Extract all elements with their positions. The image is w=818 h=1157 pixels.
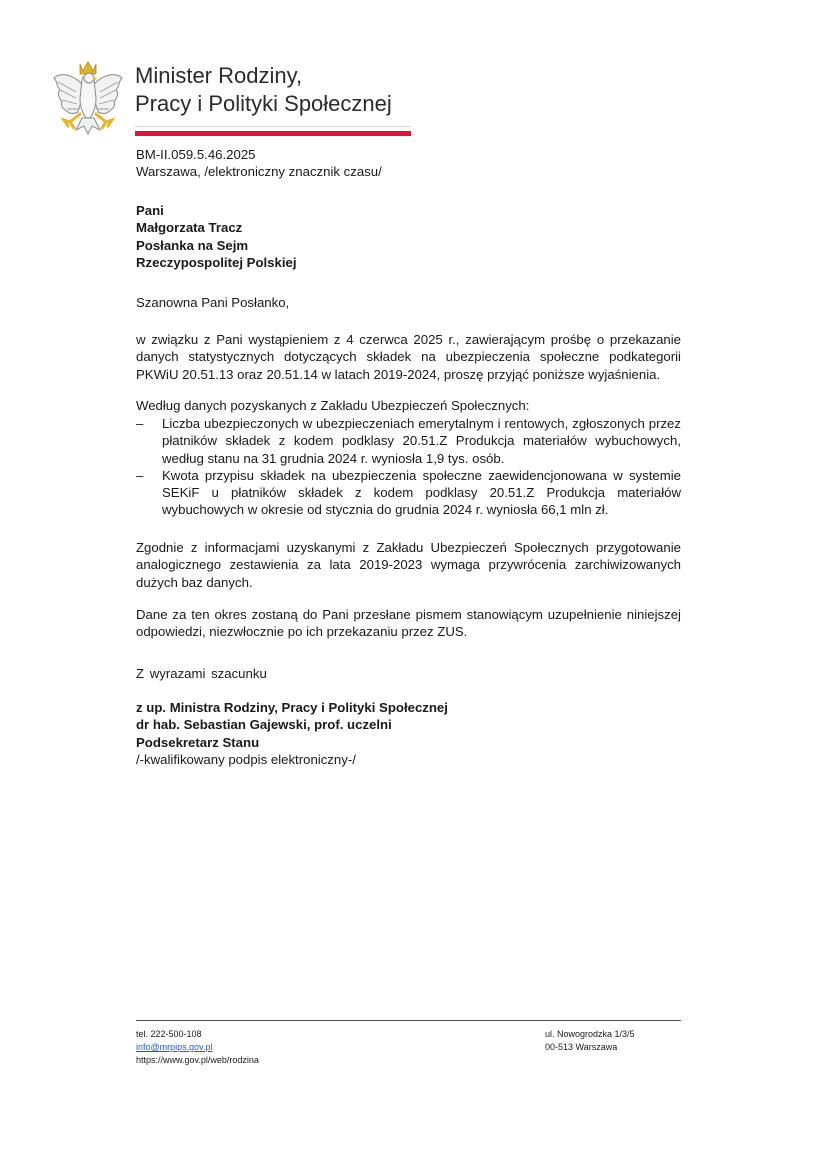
paragraph-archive: Zgodnie z informacjami uzyskanymi z Zakładu Ubezpieczeń Społecznych przygotowanie analogicznego zestawienia za lata 2019-2023 wymaga przywrócenia zarchiwizowanych dużych baz danych.: [136, 540, 681, 590]
closing-phrase: Z wyrazami szacunku: [136, 666, 267, 681]
list-item-text: Kwota przypisu składek na ubezpieczenia społeczne zaewidencjonowana w systemie SEKiF u płatników składek z kodem podklasy 20.51.Z Produkcja materiałów wybuchowych w okresie od stycznia do grudnia 2024 r. wyniosła 66,1 mln zł.: [162, 467, 681, 518]
ministry-name-line2: Pracy i Polityki Społecznej: [135, 91, 392, 116]
footer-contact: [136, 1028, 259, 1067]
addressee-line3: Posłanka na Sejm: [136, 237, 249, 253]
data-list: [136, 415, 681, 519]
place-date: Warszawa, /elektroniczny znacznik czasu/: [136, 164, 382, 180]
addressee-line1: Pani: [136, 203, 164, 218]
national-flag-stripe: [135, 126, 411, 137]
flag-red-band: [135, 131, 411, 136]
footer-divider: [136, 1020, 681, 1021]
addressee-line4: Rzeczypospolitej Polskiej: [136, 254, 297, 270]
reference-number: BM-II.059.5.46.2025: [136, 147, 256, 162]
footer-website: https://www.gov.pl/web/rodzina: [136, 1055, 259, 1065]
footer-email-link[interactable]: info@mrpips.gov.pl: [136, 1042, 213, 1052]
list-dash: –: [136, 416, 144, 431]
list-item: [136, 415, 681, 467]
paragraph-followup: Dane za ten okres zostaną do Pani przesłane pismem stanowiącym uzupełnienie niniejszej odpowiedzi, niezwłocznie po ich przekazaniu przez ZUS.: [136, 607, 681, 640]
paragraph-source: Według danych pozyskanych z Zakładu Ubezpieczeń Społecznych:: [136, 398, 530, 413]
reference-block: [136, 146, 681, 181]
signature-note: /-kwalifikowany podpis elektroniczny-/: [136, 751, 356, 767]
signature-authority: z up. Ministra Rodziny, Pracy i Polityki Społecznej: [136, 700, 448, 715]
ministry-name: [135, 62, 392, 118]
signature-position: Podsekretarz Stanu: [136, 734, 260, 750]
footer-address-city: 00-513 Warszawa: [545, 1042, 618, 1052]
list-item-text: Liczba ubezpieczonych w ubezpieczeniach emerytalnym i rentowych, zgłoszonych przez płatników składek z kodem podklasy 20.51.Z Produkcja materiałów wybuchowych, według stanu na 31 grudnia 2024 r. wyniosła 1,9 tys. osób.: [162, 416, 681, 466]
addressee-block: [136, 202, 681, 271]
footer-phone: tel. 222-500-108: [136, 1029, 202, 1039]
signature-name: dr hab. Sebastian Gajewski, prof. uczelni: [136, 717, 392, 733]
signature-block: [136, 699, 681, 768]
list-item: [136, 467, 681, 519]
footer-address: [545, 1028, 635, 1054]
footer-address-street: ul. Nowogrodzka 1/3/5: [545, 1029, 635, 1039]
salutation: Szanowna Pani Posłanko,: [136, 295, 290, 310]
list-dash: –: [136, 467, 144, 483]
paragraph-intro: w związku z Pani wystąpieniem z 4 czerwca 2025 r., zawierającym prośbę o przekazanie danych statystycznych dotyczących składek na ubezpieczenia społeczne podkategorii PKWiU 20.51.13 oraz 20.51.14 w latach 2019-2024, proszę przyjąć poniższe wyjaśnienia.: [136, 332, 681, 382]
white-eagle-icon: [52, 58, 124, 138]
addressee-line2: Małgorzata Tracz: [136, 220, 243, 236]
ministry-name-line1: Minister Rodziny,: [135, 63, 303, 88]
